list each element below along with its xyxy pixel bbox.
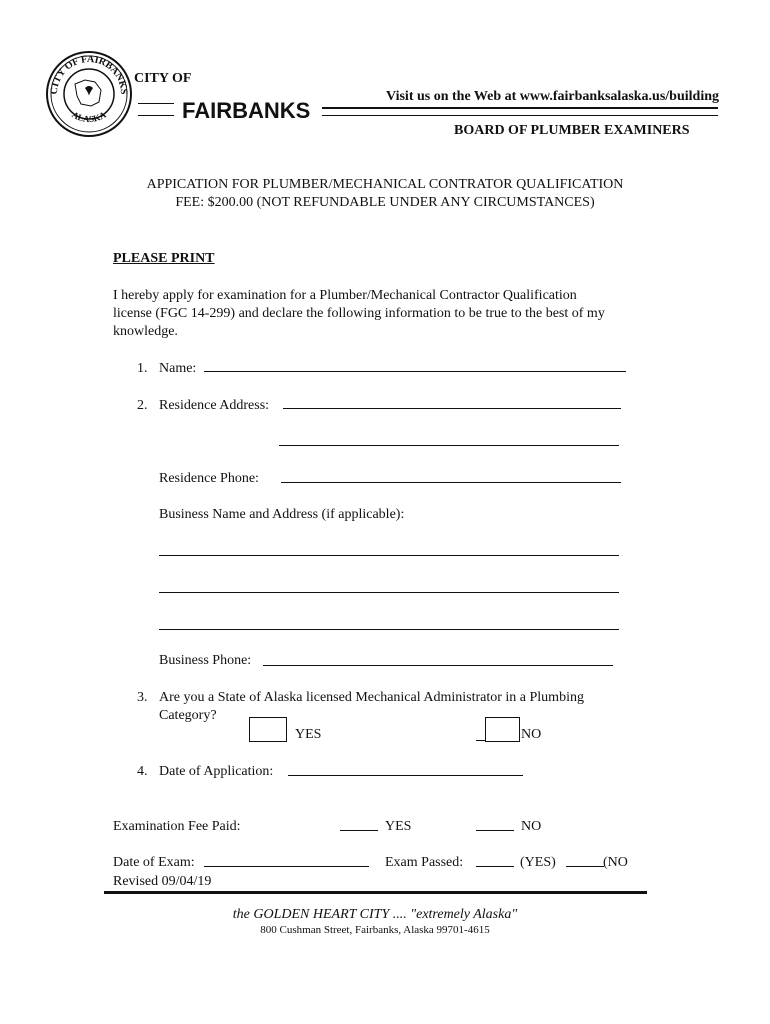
exam-passed-yes-label: (YES) <box>520 855 556 870</box>
header-rule-left-top <box>138 103 174 104</box>
exam-fee-paid-label: Examination Fee Paid: <box>113 819 241 834</box>
item-number-name: 1. <box>137 361 148 376</box>
business-phone-label: Business Phone: <box>159 653 252 668</box>
city-of-label: CITY OF <box>134 71 192 86</box>
business-address-field-1[interactable] <box>159 555 619 556</box>
revised-date: Revised 09/04/19 <box>113 874 212 889</box>
seal-text-top: CITY OF FAIRBANKS <box>48 53 130 95</box>
business-address-field-2[interactable] <box>159 592 619 593</box>
name-field[interactable] <box>204 371 626 372</box>
q3-text-line1: Are you a State of Alaska licensed Mechanical Administrator in a Plumbing <box>159 690 584 705</box>
business-address-field-3[interactable] <box>159 629 619 630</box>
fee-yes-field[interactable] <box>340 830 378 831</box>
q3-yes-label: YES <box>295 727 322 742</box>
city-seal-logo <box>45 50 133 138</box>
footer-divider <box>104 891 647 894</box>
footer-address: 800 Cushman Street, Fairbanks, Alaska 99701-4615 <box>260 924 490 936</box>
fee-no-field[interactable] <box>476 830 514 831</box>
city-name-label: FAIRBANKS <box>182 98 311 123</box>
date-of-exam-label: Date of Exam: <box>113 855 195 870</box>
please-print-heading: PLEASE PRINT <box>113 251 215 266</box>
intro-line1: I hereby apply for examination for a Plumber/Mechanical Contractor Qualification <box>113 288 577 303</box>
form-title-line1: APPICATION FOR PLUMBER/MECHANICAL CONTRATOR QUALIFICATION <box>146 177 624 192</box>
date-of-exam-field[interactable] <box>204 866 369 867</box>
item-number-q3: 3. <box>137 690 148 705</box>
footer-motto: the GOLDEN HEART CITY .... "extremely Alaska" <box>232 907 518 922</box>
fee-no-label: NO <box>521 819 542 834</box>
q3-yes-checkbox[interactable] <box>249 717 287 742</box>
intro-line2: license (FGC 14-299) and declare the following information to be true to the best of my <box>113 306 605 321</box>
business-phone-field[interactable] <box>263 665 613 666</box>
residence-address-field-1[interactable] <box>283 408 621 409</box>
form-title-line2: FEE: $200.00 (NOT REFUNDABLE UNDER ANY CIRCUMSTANCES) <box>175 195 595 210</box>
board-label: BOARD OF PLUMBER EXAMINERS <box>454 123 690 138</box>
web-notice: Visit us on the Web at www.fairbanksalaska.us/building <box>386 89 719 104</box>
residence-address-field-2[interactable] <box>279 445 619 446</box>
date-of-application-field[interactable] <box>288 775 523 776</box>
exam-passed-no-field[interactable] <box>566 866 604 867</box>
residence-phone-label: Residence Phone: <box>159 471 259 486</box>
seal-text-bottom: ALASKA <box>70 109 108 125</box>
fee-yes-label: YES <box>385 819 412 834</box>
header-rule-1 <box>322 107 718 109</box>
business-name-address-label: Business Name and Address (if applicable): <box>159 507 405 522</box>
item-number-date: 4. <box>137 764 148 779</box>
name-label: Name: <box>159 361 197 376</box>
exam-passed-no-label: (NO <box>603 855 628 870</box>
header-rule-left-bottom <box>138 115 174 116</box>
q3-text-line2: Category? <box>159 708 217 723</box>
exam-passed-label: Exam Passed: <box>385 855 464 870</box>
residence-address-label: Residence Address: <box>159 398 270 413</box>
exam-passed-yes-field[interactable] <box>476 866 514 867</box>
residence-phone-field[interactable] <box>281 482 621 483</box>
q3-no-checkbox[interactable] <box>485 717 520 742</box>
item-number-address: 2. <box>137 398 148 413</box>
date-of-application-label: Date of Application: <box>159 764 274 779</box>
header-rule-2 <box>322 115 718 116</box>
intro-line3: knowledge. <box>113 324 178 339</box>
q3-no-label: NO <box>521 727 542 742</box>
svg-text:ALASKA <box>70 109 108 124</box>
